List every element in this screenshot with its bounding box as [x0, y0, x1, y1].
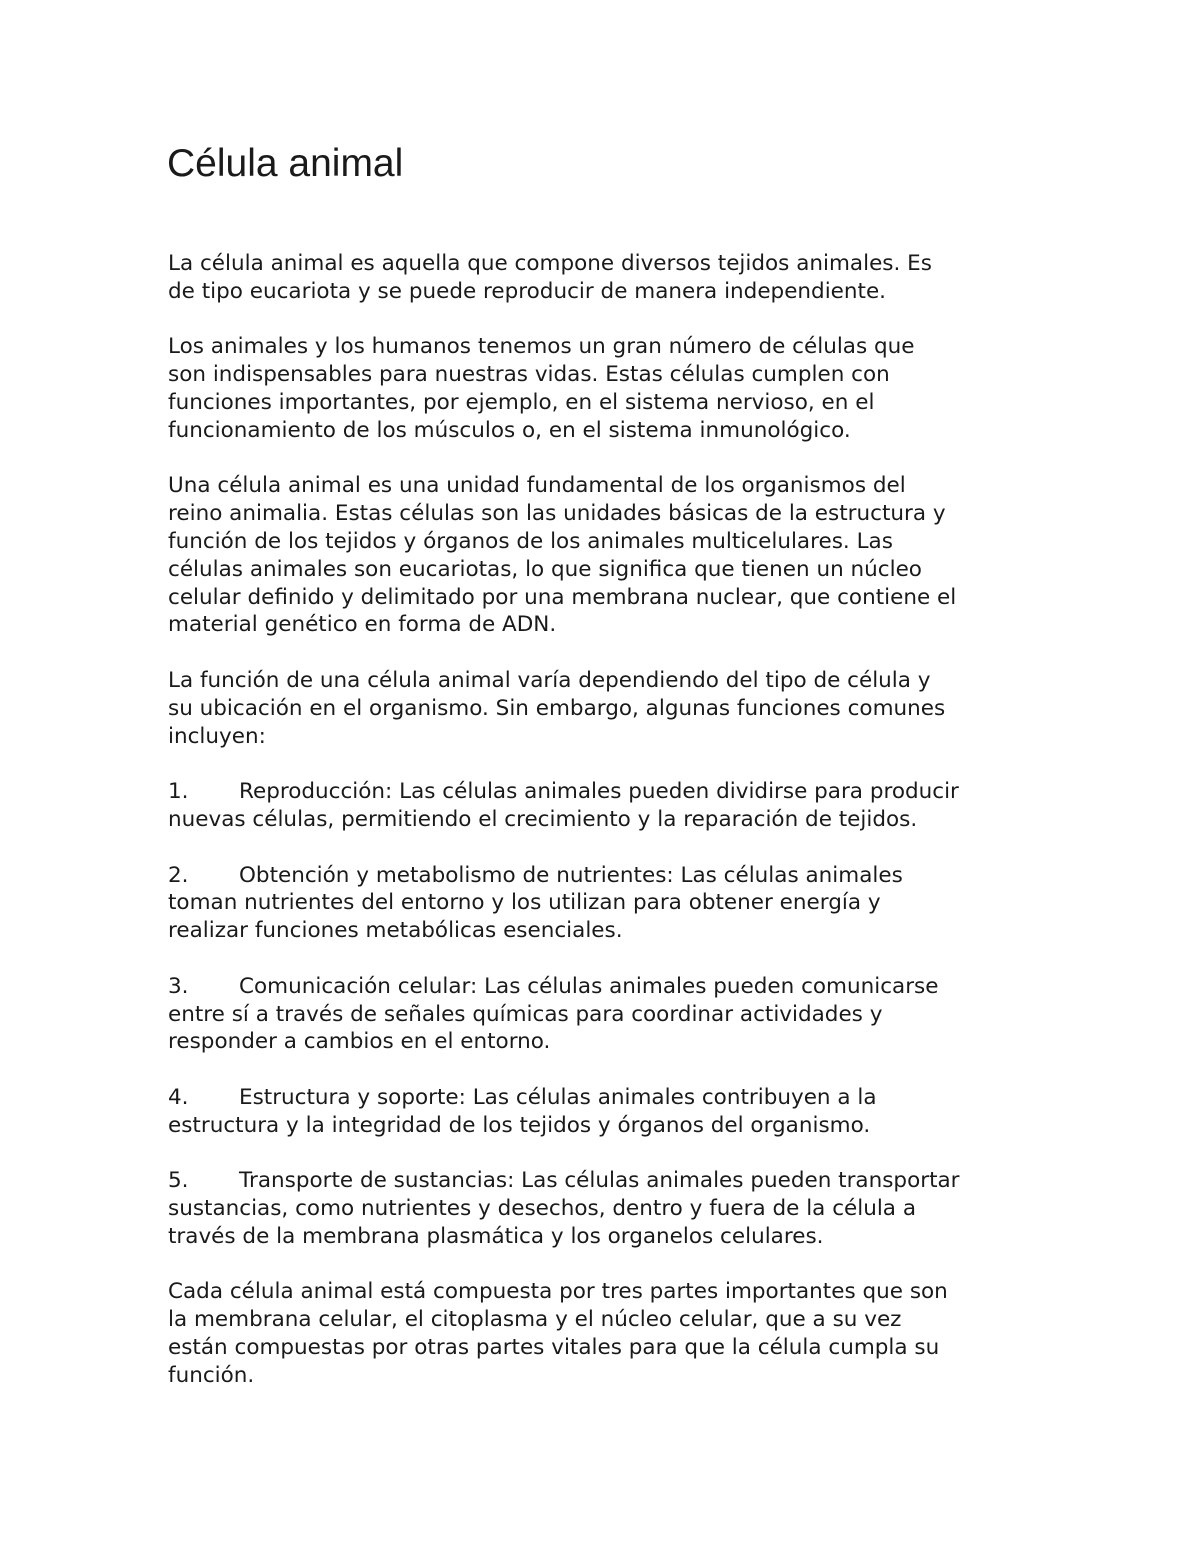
text-line: realizar funciones metabólicas esenciales. — [168, 918, 623, 944]
list-text: Transporte de sustancias: Las células animales pueden transportar — [239, 1168, 960, 1194]
paragraph-intro — [168, 250, 1048, 306]
list-number: 2. — [168, 862, 189, 888]
text-line: células animales son eucariotas, lo que significa que tienen un núcleo — [168, 556, 922, 582]
text-line: toman nutrientes del entorno y los utilizan para obtener energía y — [168, 890, 881, 916]
paragraph-humans — [168, 333, 1048, 444]
text-line: la membrana celular, el citoplasma y el núcleo celular, que a su vez — [168, 1307, 902, 1333]
text-line: sustancias, como nutrientes y desechos, dentro y fuera de la célula a — [168, 1196, 916, 1222]
text-line: incluyen: — [168, 723, 266, 749]
text-line — [168, 1084, 1048, 1112]
text-line — [168, 778, 1048, 806]
text-line: responder a cambios en el entorno. — [168, 1029, 551, 1055]
text-line: entre sí a través de señales químicas para coordinar actividades y — [168, 1001, 883, 1027]
list-number: 4. — [168, 1084, 189, 1110]
document-title: Célula animal — [167, 142, 404, 185]
text-line: celular definido y delimitado por una membrana nuclear, que contiene el — [168, 584, 957, 610]
text-line: son indispensables para nuestras vidas. Estas células cumplen con — [168, 362, 890, 388]
list-item — [168, 778, 1048, 834]
list-number: 5. — [168, 1168, 189, 1194]
document-body — [168, 250, 1048, 1417]
text-line: función. — [168, 1362, 255, 1388]
list-text: Reproducción: Las células animales pueden dividirse para producir — [239, 779, 959, 805]
text-line: función de los tejidos y órganos de los animales multicelulares. Las — [168, 528, 893, 554]
text-line: de tipo eucariota y se puede reproducir de manera independiente. — [168, 278, 887, 304]
list-item — [168, 1167, 1048, 1250]
text-line: Cada célula animal está compuesta por tres partes importantes que son — [168, 1279, 948, 1305]
list-item — [168, 973, 1048, 1056]
text-line: funcionamiento de los músculos o, en el sistema inmunológico. — [168, 417, 851, 443]
paragraph-definition — [168, 472, 1048, 639]
text-line: través de la membrana plasmática y los organelos celulares. — [168, 1223, 824, 1249]
paragraph-functions-intro — [168, 667, 1048, 750]
text-line: La función de una célula animal varía dependiendo del tipo de célula y — [168, 667, 931, 693]
list-text: Estructura y soporte: Las células animales contribuyen a la — [239, 1084, 877, 1110]
list-number: 1. — [168, 779, 189, 805]
text-line: reino animalia. Estas células son las unidades básicas de la estructura y — [168, 501, 946, 527]
text-line — [168, 862, 1048, 890]
text-line: funciones importantes, por ejemplo, en el sistema nervioso, en el — [168, 389, 875, 415]
text-line: Los animales y los humanos tenemos un gran número de células que — [168, 334, 915, 360]
text-line — [168, 973, 1048, 1001]
list-number: 3. — [168, 973, 189, 999]
text-line: estructura y la integridad de los tejidos y órganos del organismo. — [168, 1112, 871, 1138]
list-item — [168, 862, 1048, 945]
list-text: Comunicación celular: Las células animales pueden comunicarse — [239, 973, 939, 999]
text-line: su ubicación en el organismo. Sin embargo, algunas funciones comunes — [168, 695, 946, 721]
text-line — [168, 1167, 1048, 1195]
paragraph-closing — [168, 1278, 1048, 1389]
text-line: La célula animal es aquella que compone diversos tejidos animales. Es — [168, 251, 932, 276]
list-item — [168, 1084, 1048, 1140]
list-text: Obtención y metabolismo de nutrientes: Las células animales — [239, 862, 903, 888]
text-line: Una célula animal es una unidad fundamental de los organismos del — [168, 473, 906, 499]
text-line: material genético en forma de ADN. — [168, 612, 557, 638]
text-line: nuevas células, permitiendo el crecimiento y la reparación de tejidos. — [168, 806, 918, 832]
text-line: están compuestas por otras partes vitales para que la célula cumpla su — [168, 1335, 940, 1361]
